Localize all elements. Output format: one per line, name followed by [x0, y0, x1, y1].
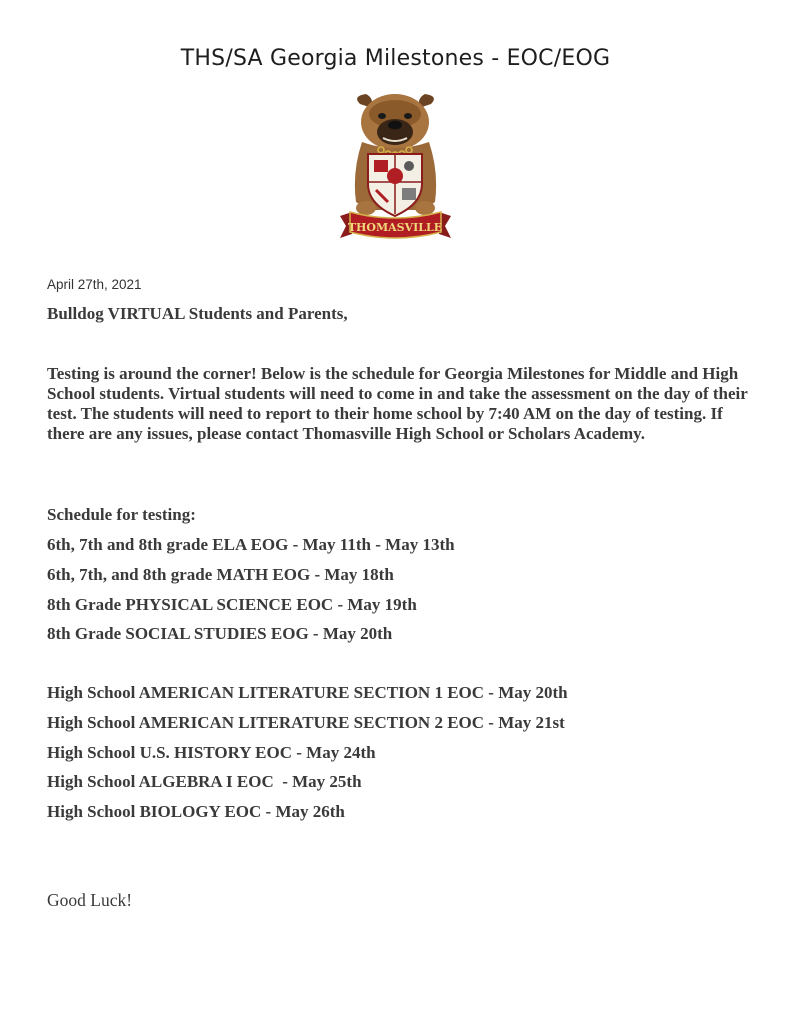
schedule-item: 8th Grade PHYSICAL SCIENCE EOC - May 19th: [47, 594, 417, 614]
svg-text:THOMASVILLE: THOMASVILLE: [347, 221, 443, 234]
schedule-item: High School BIOLOGY EOC - May 26th: [47, 802, 345, 822]
intro-paragraph: Testing is around the corner! Below is the schedule for Georgia Milestones for Middle and High School students. Virtual students will need to come in and take the assessment on the day of their test. The students will need to report to their home school by 7:40 AM on the day of testing. If there are any issues, please contact Thomasville High School or Scholars Academy.: [47, 364, 748, 443]
schedule-item: High School ALGEBRA I EOC - May 25th: [47, 772, 362, 792]
schedule-item: 6th, 7th and 8th grade ELA EOG - May 11th - May 13th: [47, 535, 455, 554]
page-title: THS/SA Georgia Milestones - EOC/EOG: [180, 46, 611, 71]
high-school-schedule: [47, 683, 568, 832]
schedule-item: High School U.S. HISTORY EOC - May 24th: [47, 742, 376, 762]
closing: Good Luck!: [47, 890, 133, 910]
schedule-heading: Schedule for testing:: [47, 505, 196, 524]
bulldog-crest-icon: [338, 92, 453, 242]
schedule-item: 8th Grade SOCIAL STUDIES EOG - May 20th: [47, 624, 393, 644]
greeting: Bulldog VIRTUAL Students and Parents,: [47, 304, 348, 323]
middle-school-schedule: [47, 535, 455, 654]
schedule-item: 6th, 7th, and 8th grade MATH EOG - May 18th: [47, 564, 394, 584]
schedule-item: High School AMERICAN LITERATURE SECTION 2 EOC - May 21st: [47, 712, 565, 732]
letter-date: April 27th, 2021: [47, 277, 142, 292]
schedule-item: High School AMERICAN LITERATURE SECTION 1 EOC - May 20th: [47, 683, 568, 702]
